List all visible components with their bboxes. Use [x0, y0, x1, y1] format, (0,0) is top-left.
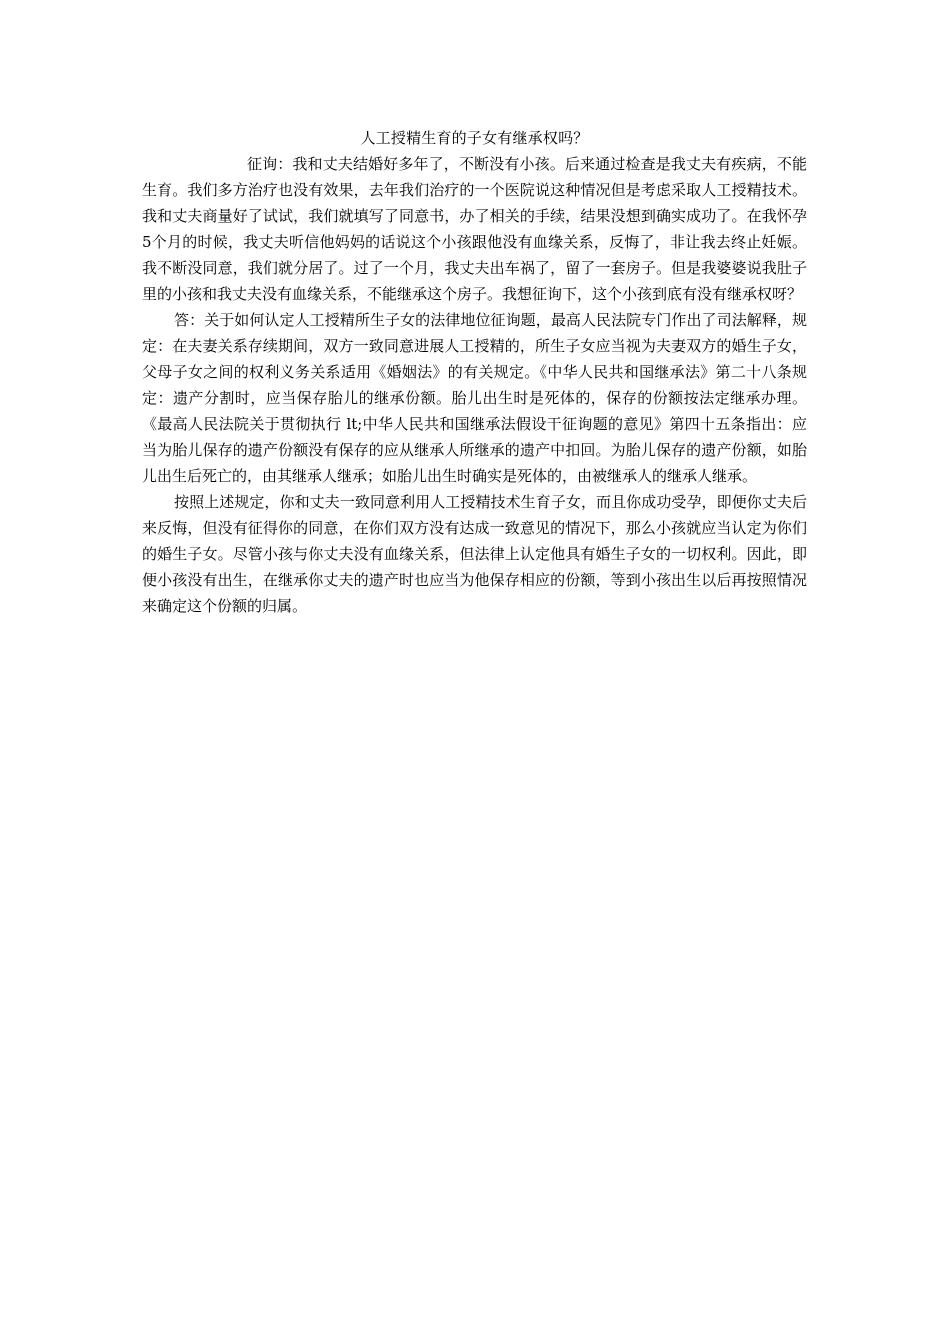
- document-body: [142, 125, 807, 619]
- conclusion-paragraph: 按照上述规定，你和丈夫一致同意利用人工授精技术生育子女，而且你成功受孕，即便你丈夫后来反悔，但没有征得你的同意，在你们双方没有达成一致意见的情况下，那么小孩就应当认定为你们的婚生子女。尽管小孩与你丈夫没有血缘关系，但法律上认定他具有婚生子女的一切权利。因此，即便小孩没有出生，在继承你丈夫的遗产时也应当为他保存相应的份额，等到小孩出生以后再按照情况来确定这个份额的归属。: [142, 493, 807, 615]
- question-paragraph: 征询：我和丈夫结婚好多年了，不断没有小孩。后来通过检查是我丈夫有疾病，不能生育。我们多方治疗也没有效果，去年我们治疗的一个医院说这种情况但是考虑采取人工授精技术。我和丈夫商量好了试试，我们就填写了同意书，办了相关的手续，结果没想到确实成功了。在我怀孕5个月的时候，我丈夫听信他妈妈的话说这个小孩跟他没有血缘关系，反悔了，非让我去终止妊娠。我不断没同意，我们就分居了。过了一个月，我丈夫出车祸了，留了一套房子。但是我婆婆说我肚子里的小孩和我丈夫没有血缘关系，不能继承这个房子。我想征询下，这个小孩到底有没有继承权呀？: [142, 155, 807, 303]
- document-title: 人工授精生育的子女有继承权吗？: [360, 129, 589, 147]
- answer-paragraph: 答：关于如何认定人工授精所生子女的法律地位征询题，最高人民法院专门作出了司法解释，规定：在夫妻关系存续期间，双方一致同意进展人工授精的，所生子女应当视为夫妻双方的婚生子女，父母子女之间的权利义务关系适用《婚姻法》的有关规定。《中华人民共和国继承法》第二十八条规定：遗产分割时，应当保存胎儿的继承份额。胎儿出生时是死体的，保存的份额按法定继承办理。《最高人民法院关于贯彻执行 lt;中华人民共和国继承法假设干征询题的意见》第四十五条指出：应当为胎儿保存的遗产份额没有保存的应从继承人所继承的遗产中扣回。为胎儿保存的遗产份额，如胎儿出生后死亡的，由其继承人继承；如胎儿出生时确实是死体的，由被继承人的继承人继承。: [142, 311, 807, 485]
